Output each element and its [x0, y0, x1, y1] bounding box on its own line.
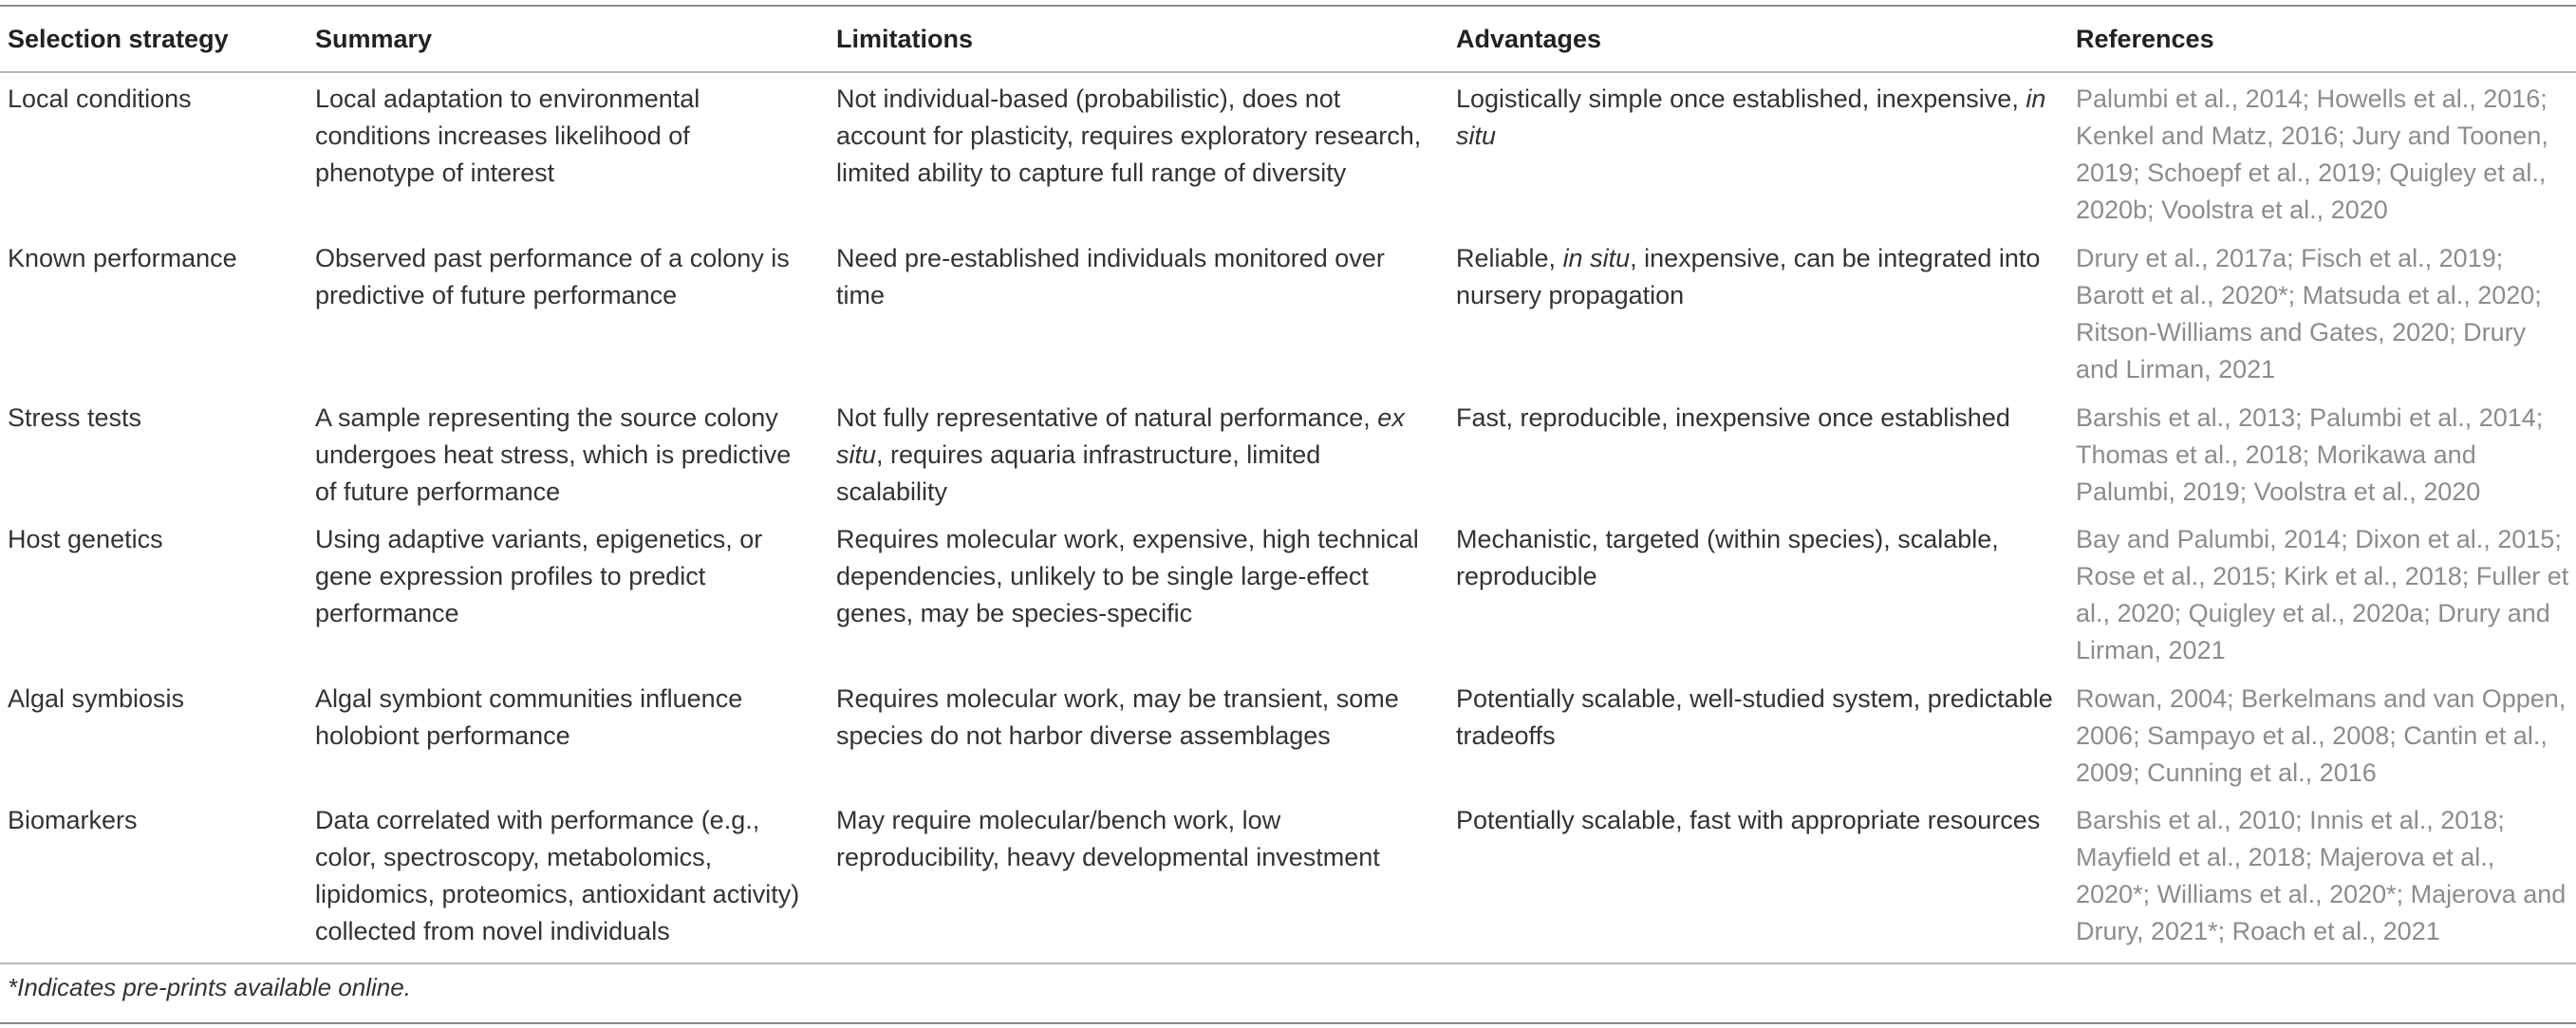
advantages-text-tail: , inexpensive, can be integrated into nursery propagation [1456, 244, 2041, 309]
cell-summary: Data correlated with performance (e.g., color, spectroscopy, metabolomics, lipidomics, proteomics, antioxidant activity) collected from novel individuals [315, 806, 800, 945]
cell-references: Palumbi et al., 2014; Howells et al., 2016; Kenkel and Matz, 2016; Jury and Toonen, 2019; Schoepf et al., 2019; Quigley et al., 2020b; Voolstra et al., 2020 [2076, 84, 2548, 224]
cell-limitations: Requires molecular work, expensive, high technical dependencies, unlikely to be single large-effect genes, may be species-specific [836, 525, 1419, 627]
cell-strategy: Algal symbiosis [8, 684, 185, 713]
table-row [0, 71, 2576, 231]
cell-advantages [1452, 231, 2074, 390]
cell-summary: Algal symbiont communities influence holobiont performance [315, 684, 743, 750]
cell-summary: A sample representing the source colony undergoes heat stress, which is predictive of future performance [315, 403, 792, 506]
table-footnote: *Indicates pre-prints available online. [8, 973, 411, 1001]
cell-strategy: Biomarkers [8, 806, 138, 834]
advantages-italic: in situ [1456, 84, 2046, 150]
header-limitations: Limitations [836, 25, 974, 53]
cell-limitations: May require molecular/bench work, low reproducibility, heavy developmental investment [836, 806, 1380, 871]
cell-references: Barshis et al., 2013; Palumbi et al., 2014; Thomas et al., 2018; Morikawa and Palumbi, 2019; Voolstra et al., 2020 [2076, 403, 2544, 506]
cell-references: Bay and Palumbi, 2014; Dixon et al., 2015; Rose et al., 2015; Kirk et al., 2018; Fuller et al., 2020; Quigley et al., 2020a; Drury and Lirman, 2021 [2076, 525, 2569, 664]
limitations-italic: ex situ [836, 403, 1405, 469]
cell-limitations: Not individual-based (probabilistic), does not account for plasticity, requires exploratory research, limited ability to capture full range of diversity [836, 84, 1422, 187]
table-header-row [0, 8, 2576, 71]
cell-references: Rowan, 2004; Berkelmans and van Oppen, 2006; Sampayo et al., 2008; Cantin et al., 2009; Cunning et al., 2016 [2076, 684, 2567, 787]
advantages-text: Reliable, [1456, 244, 1563, 272]
header-selection-strategy: Selection strategy [8, 25, 229, 53]
cell-strategy: Stress tests [8, 403, 142, 432]
cell-limitations [831, 390, 1452, 512]
selection-strategy-table [0, 8, 2576, 952]
cell-advantages: Potentially scalable, fast with appropriate resources [1456, 806, 2041, 834]
header-summary: Summary [315, 25, 433, 53]
advantages-text: Logistically simple once established, inexpensive, [1456, 84, 2026, 113]
end-rule [0, 1022, 2576, 1024]
cell-references: Drury et al., 2017a; Fisch et al., 2019; Barott et al., 2020*; Matsuda et al., 2020; Ritson-Williams and Gates, 2020; Drury and Lirman, 2021 [2076, 244, 2542, 383]
bottom-rule [0, 963, 2576, 964]
cell-references: Barshis et al., 2010; Innis et al., 2018; Mayfield et al., 2018; Majerova et al., 2020*; Williams et al., 2020*; Majerova and Drury, 2021*; Roach et al., 2021 [2076, 806, 2567, 945]
cell-advantages: Potentially scalable, well-studied system, predictable tradeoffs [1456, 684, 2053, 750]
cell-advantages: Mechanistic, targeted (within species), scalable, reproducible [1456, 525, 1999, 590]
top-rule [0, 5, 2576, 7]
table-row [0, 512, 2576, 671]
limitations-text: Not fully representative of natural performance, [836, 403, 1378, 432]
cell-strategy: Host genetics [8, 525, 163, 553]
cell-strategy: Known performance [8, 244, 237, 272]
cell-advantages [1452, 71, 2074, 231]
table-row [0, 793, 2576, 952]
table-row [0, 231, 2576, 390]
advantages-italic: in situ [1562, 244, 1631, 272]
limitations-text-tail: , requires aquaria infrastructure, limited scalability [836, 440, 1321, 506]
cell-advantages: Fast, reproducible, inexpensive once established [1456, 403, 2010, 432]
header-advantages: Advantages [1456, 25, 1602, 53]
cell-limitations: Requires molecular work, may be transient, some species do not harbor diverse assemblages [836, 684, 1399, 750]
cell-summary: Using adaptive variants, epigenetics, or gene expression profiles to predict performance [315, 525, 763, 627]
cell-limitations: Need pre-established individuals monitored over time [836, 244, 1385, 309]
cell-strategy: Local conditions [8, 84, 192, 113]
table-row [0, 390, 2576, 512]
table-row [0, 671, 2576, 793]
header-references: References [2076, 25, 2214, 53]
cell-summary: Local adaptation to environmental conditions increases likelihood of phenotype of interest [315, 84, 700, 187]
cell-summary: Observed past performance of a colony is predictive of future performance [315, 244, 790, 309]
